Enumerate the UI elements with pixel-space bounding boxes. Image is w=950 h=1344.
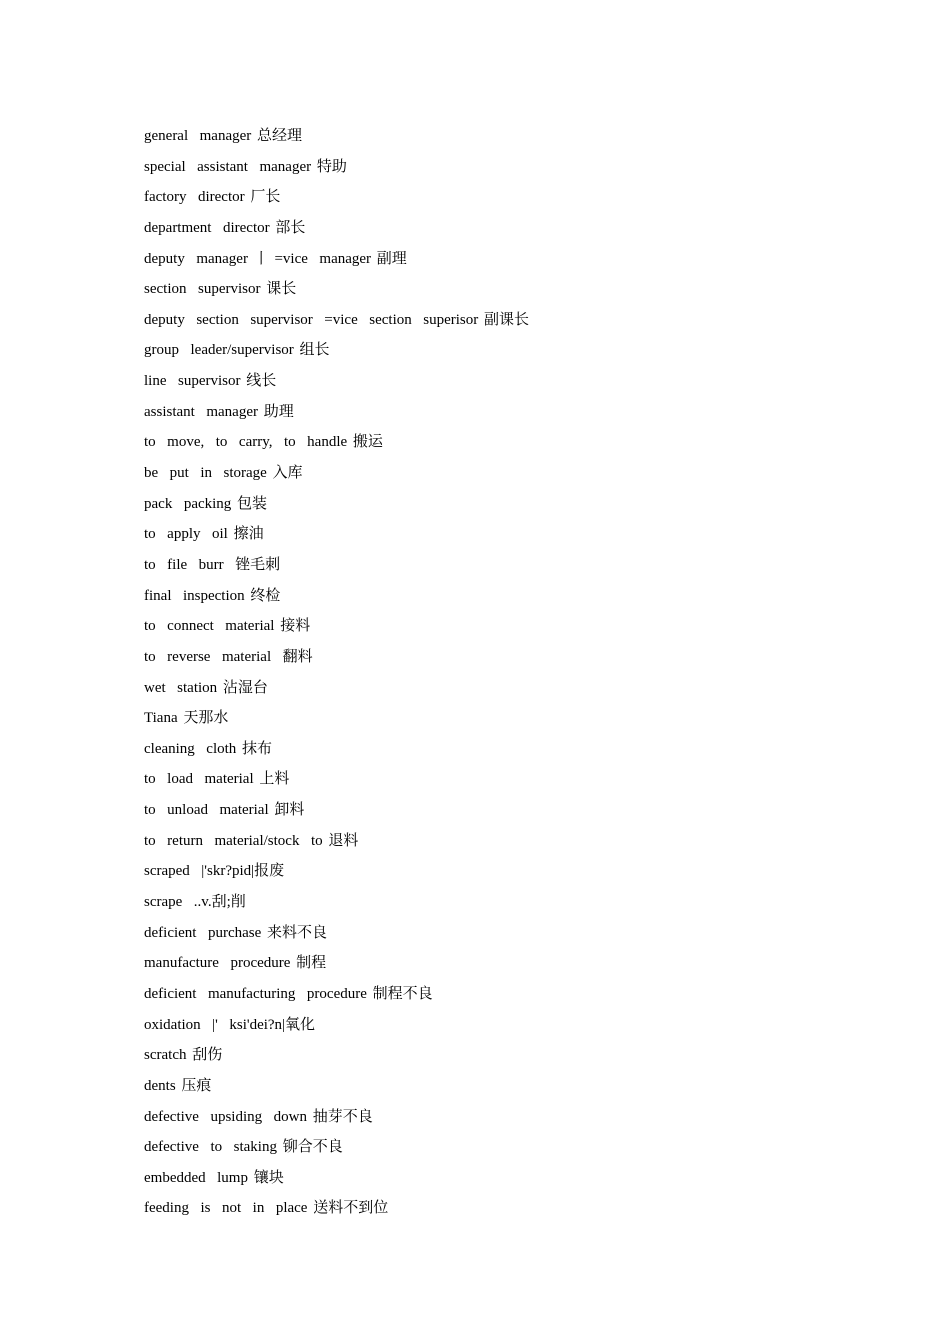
glossary-line: to file burr 锉毛刺 — [144, 556, 281, 573]
glossary-line: to load material 上料 — [144, 771, 290, 788]
glossary-line: to reverse material 翻料 — [144, 648, 313, 665]
glossary-line: feeding is not in place 送料不到位 — [144, 1200, 389, 1217]
glossary-list — [144, 124, 529, 1227]
glossary-line: embedded lump 镶块 — [144, 1169, 284, 1186]
glossary-line: deficient manufacturing procedure 制程不良 — [144, 985, 433, 1002]
glossary-line: oxidation |' ksi'dei?n|氧化 — [144, 1016, 316, 1033]
glossary-line: to return material/stock to 退料 — [144, 832, 359, 849]
glossary-line: defective upsiding down 抽芽不良 — [144, 1108, 373, 1125]
glossary-line: deputy manager 丨 =vice manager 副理 — [144, 250, 407, 267]
glossary-line: special assistant manager 特助 — [144, 158, 347, 175]
glossary-line: general manager 总经理 — [144, 128, 303, 144]
glossary-line: to unload material 卸料 — [144, 802, 305, 819]
glossary-line: pack packing 包装 — [144, 495, 268, 512]
glossary-line: manufacture procedure 制程 — [144, 955, 327, 972]
glossary-line: department director 部长 — [144, 219, 306, 236]
glossary-line: deputy section supervisor =vice section superisor 副课长 — [144, 311, 529, 328]
glossary-line: wet station 沾湿台 — [144, 679, 268, 696]
glossary-line: defective to staking 铆合不良 — [144, 1139, 343, 1156]
glossary-line: cleaning cloth 抹布 — [144, 740, 273, 757]
glossary-line: factory director 厂长 — [144, 189, 281, 206]
glossary-line: dents 压痕 — [144, 1077, 212, 1094]
glossary-line: to connect material 接料 — [144, 618, 311, 635]
glossary-line: line supervisor 线长 — [144, 373, 277, 390]
glossary-line: scraped |'skr?pid|报废 — [144, 863, 285, 880]
glossary-line: Tiana 天那水 — [144, 710, 229, 727]
glossary-line: to apply oil 擦油 — [144, 526, 264, 543]
glossary-line: final inspection 终检 — [144, 587, 281, 604]
glossary-line: section supervisor 课长 — [144, 281, 297, 298]
glossary-line: to move, to carry, to handle 搬运 — [144, 434, 383, 451]
glossary-line: scratch 刮伤 — [144, 1047, 223, 1064]
glossary-line: deficient purchase 来料不良 — [144, 924, 328, 941]
glossary-line: group leader/supervisor 组长 — [144, 342, 330, 359]
glossary-line: scrape ..v.刮;削 — [144, 894, 246, 911]
glossary-line: assistant manager 助理 — [144, 403, 294, 420]
glossary-line: be put in storage 入库 — [144, 465, 303, 482]
